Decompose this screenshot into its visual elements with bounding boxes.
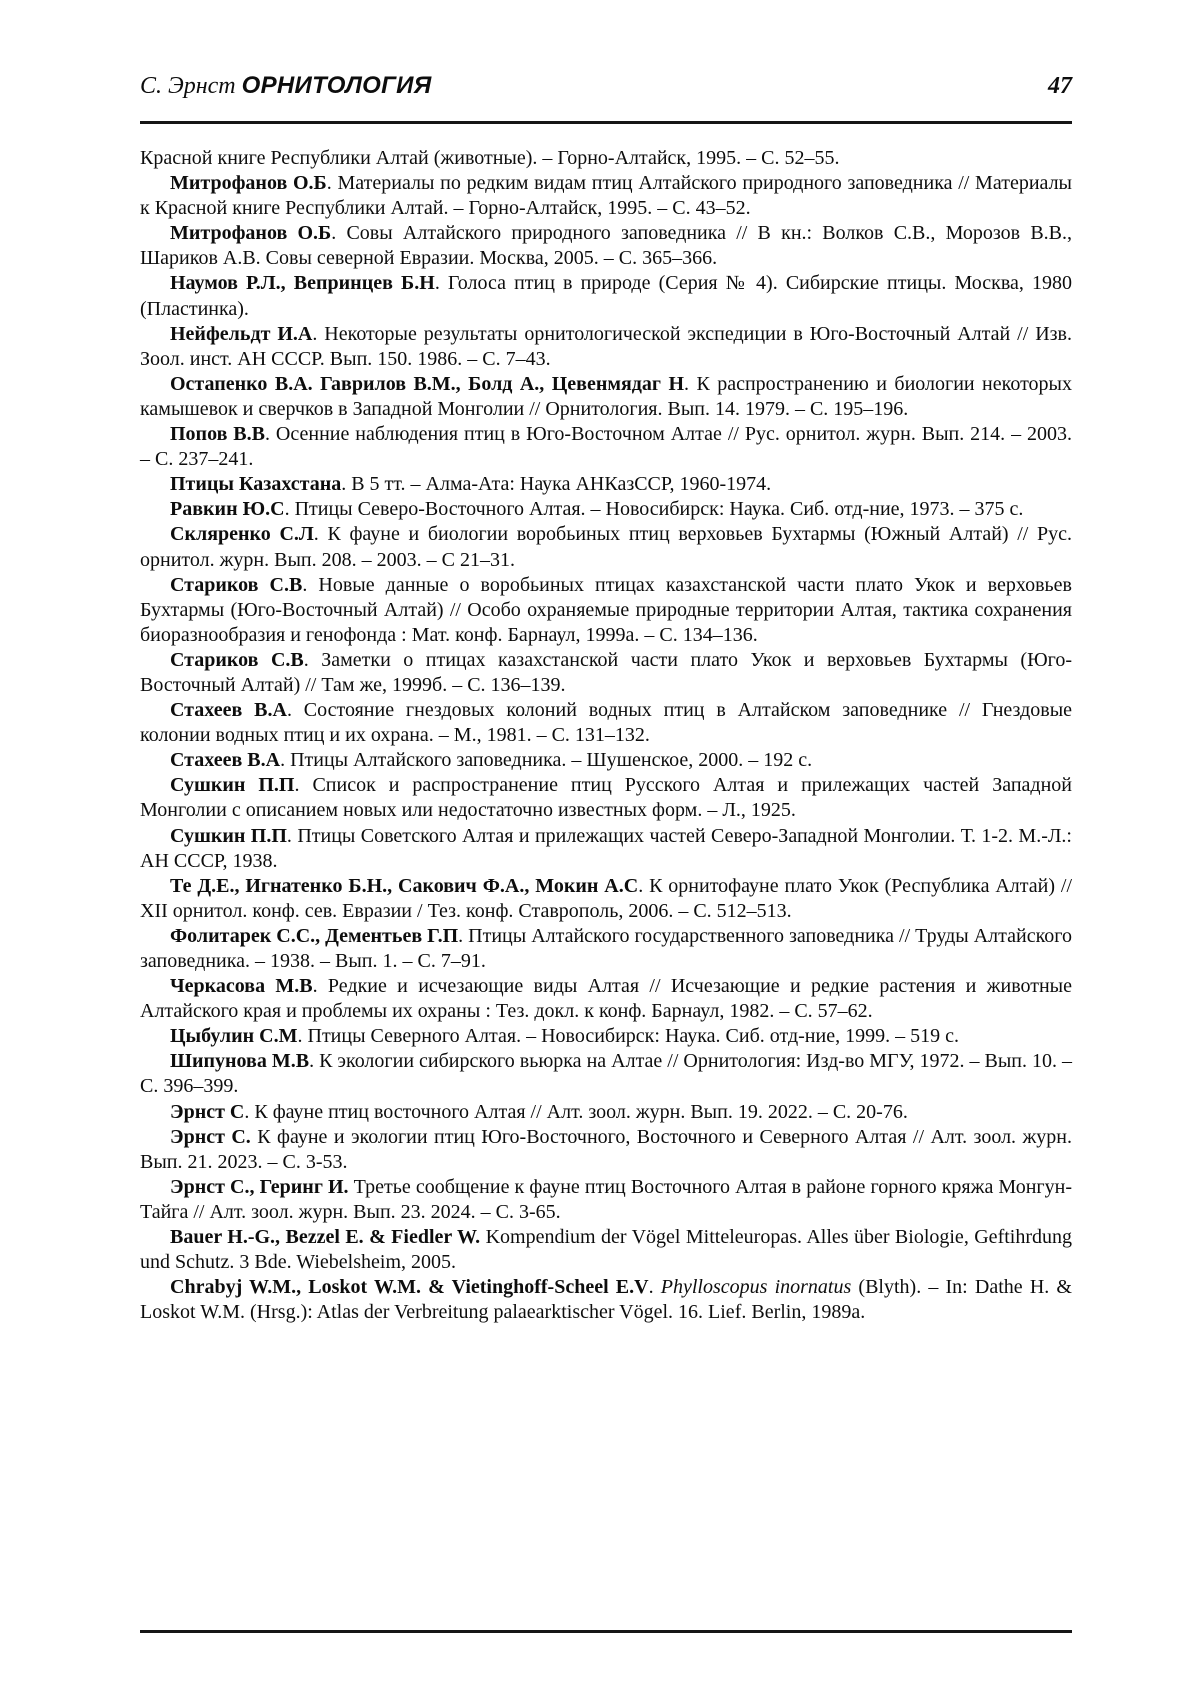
reference-authors: Стариков С.В [170,573,303,596]
reference-entry [140,171,1072,221]
reference-text: . Осенние наблюдения птиц в Юго-Восточном Алтае // Рус. орнитол. журн. Вып. 214. – 2003. – С. 237–241. [140,423,1073,471]
reference-authors: Скляренко С.Л [170,523,314,546]
reference-entry [140,974,1072,1024]
footer-rule [140,1630,1072,1633]
reference-text: . Голоса птиц в природе (Серия № 4). Сибирские птицы. Москва, 1980 (Пластинка). [140,272,1073,320]
reference-entry [140,1100,1072,1125]
reference-entry [140,1049,1072,1099]
reference-authors: Сушкин П.П [170,774,295,797]
reference-entry [140,773,1072,823]
reference-text: . Птицы Северо-Восточного Алтая. – Новосибирск: Наука. Сиб. отд-ние, 1973. – 375 с. [284,498,1024,521]
reference-text: (Blyth). – In: Dathe H. & Loskot W.M. (Hrsg.): Atlas der Verbreitung palaearktischer Vögel. 16. Lief. Berlin, 1989a. [140,1276,1072,1324]
reference-authors: Попов В.В [170,423,265,446]
running-title-author: С. Эрнст [140,73,242,99]
reference-text: . К распространению и биологии некоторых камышевок и сверчков в Западной Монголии // Орнитология. Вып. 14. 1979. – С. 195–196. [140,372,1072,420]
running-title-journal: ОРНИТОЛОГИЯ [241,72,432,99]
reference-entry [140,1125,1072,1175]
reference-text: . Материалы по редким видам птиц Алтайского природного заповедника // Материалы к Красной книге Республики Алтай. – Горно-Алтайск, 1995. – С. 43–52. [140,172,1072,220]
reference-entry [140,146,1072,171]
running-title [140,72,432,100]
reference-list [140,146,1072,1325]
page-header [140,72,1072,100]
reference-text: Kompendium der Vögel Mitteleuropas. Alles über Biologie, Geftihrdung und Schutz. 3 Bde. Wiebelsheim, 2005. [140,1226,1072,1274]
reference-entry [140,372,1072,422]
reference-text: . В 5 тт. – Алма-Ата: Наука АНКазССР, 1960-1974. [341,473,772,496]
reference-entry [140,698,1072,748]
reference-entry [140,1225,1072,1275]
reference-text: . К фауне птиц восточного Алтая // Алт. зоол. журн. Вып. 19. 2022. – С. 20-76. [244,1100,908,1123]
reference-entry [140,1275,1072,1325]
reference-entry [140,648,1072,698]
reference-authors: Цыбулин С.М [170,1025,298,1048]
reference-authors: Эрнст С., Геринг И. [170,1175,349,1198]
reference-authors: Эрнст С [170,1100,245,1123]
reference-authors: Те Д.Е., Игнатенко Б.Н., Сакович Ф.А., Мокин А.С [170,874,639,897]
reference-entry [140,1024,1072,1049]
reference-text: . Птицы Алтайского государственного заповедника // Труды Алтайского заповедника. – 1938. – Вып. 1. – С. 7–91. [140,924,1072,972]
reference-authors: Bauer H.-G., Bezzel E. & Fiedler W. [170,1226,481,1249]
reference-authors: Наумов Р.Л., Вепринцев Б.Н [170,272,435,295]
reference-authors: Черкасова М.В [170,975,313,998]
reference-authors: Равкин Ю.С [170,498,285,521]
reference-text: . Новые данные о воробьиных птицах казахстанской части плато Укок и верховьев Бухтармы (Юго-Восточный Алтай) // Особо охраняемые природные территории Алтая, тактика сохранения биоразнообразия и генофонда : Мат. конф. Барнаул, 1999а. – С. 134–136. [140,573,1072,646]
reference-authors: Эрнст С. [170,1125,251,1148]
reference-text: . Редкие и исчезающие виды Алтая // Исчезающие и редкие растения и животные Алтайского края и проблемы их охраны : Тез. докл. к конф. Барнаул, 1982. – С. 57–62. [140,975,1072,1023]
reference-entry [140,1175,1072,1225]
reference-entry [140,221,1072,271]
reference-text: . Птицы Советского Алтая и прилежащих частей Северо-Западной Монголии. Т. 1-2. М.-Л.: АН СССР, 1938. [140,824,1072,872]
reference-authors: Стахеев В.А [170,749,281,772]
reference-authors: Стахеев В.А [170,699,287,722]
reference-entry [140,824,1072,874]
reference-text: . Совы Алтайского природного заповедника // В кн.: Волков С.В., Морозов В.В., Шариков А.В. Совы северной Евразии. Москва, 2005. – С. 365–366. [140,222,1072,270]
reference-authors: Митрофанов О.Б [170,222,332,245]
reference-entry [140,271,1072,321]
reference-text: Красной книге Республики Алтай (животные). – Горно-Алтайск, 1995. – С. 52–55. [140,147,840,169]
reference-text: . [648,1276,661,1299]
reference-text: . Состояние гнездовых колоний водных птиц в Алтайском заповеднике // Гнездовые колонии водных птиц и их охрана. – М., 1981. – С. 131–132. [140,699,1073,747]
reference-text: . Птицы Северного Алтая. – Новосибирск: Наука. Сиб. отд-ние, 1999. – 519 с. [297,1025,959,1048]
reference-text: . Список и распространение птиц Русского Алтая и прилежащих частей Западной Монголии с описанием новых или недостаточно известных форм. – Л., 1925. [140,774,1072,822]
reference-text: . К орнитофауне плато Укок (Республика Алтай) // XII орнитол. конф. сев. Евразии / Тез. конф. Ставрополь, 2006. – С. 512–513. [140,874,1072,922]
reference-entry [140,472,1072,497]
reference-authors: Chrabyj W.M., Loskot W.M. & Vietinghoff-Scheel E.V [170,1276,649,1299]
reference-entry [140,874,1072,924]
species-name: Phylloscopus inornatus [660,1276,852,1299]
page-number: 47 [1048,73,1072,99]
reference-text: . Заметки о птицах казахстанской части плато Укок и верховьев Бухтармы (Юго-Восточный Алтай) // Там же, 1999б. – С. 136–139. [140,648,1072,696]
reference-text: К фауне и экологии птиц Юго-Восточного, Восточного и Северного Алтая // Алт. зоол. журн. Вып. 21. 2023. – С. 3-53. [140,1125,1072,1173]
reference-entry [140,522,1072,572]
reference-authors: Стариков С.В [170,648,304,671]
reference-text: . Некоторые результаты орнитологической экспедиции в Юго-Восточный Алтай // Изв. Зоол. инст. АН СССР. Вып. 150. 1986. – С. 7–43. [140,322,1072,370]
reference-authors: Фолитарек С.С., Дементьев Г.П [170,924,459,947]
reference-text: . К экологии сибирского вьюрка на Алтае // Орнитология: Изд-во МГУ, 1972. – Вып. 10. – С. 396–399. [140,1050,1072,1098]
reference-entry [140,497,1072,522]
reference-authors: Сушкин П.П [170,824,287,847]
reference-entry [140,573,1072,648]
reference-authors: Нейфельдт И.А [170,322,313,345]
reference-entry [140,422,1072,472]
reference-authors: Остапенко В.А. Гаврилов В.М., Болд А., Цевенмядаг Н [170,372,684,395]
reference-authors: Шипунова М.В [170,1050,310,1073]
reference-entry [140,322,1072,372]
header-rule [140,121,1072,124]
reference-text: Третье сообщение к фауне птиц Восточного Алтая в районе горного кряжа Монгун-Тайга // Алт. зоол. журн. Вып. 23. 2024. – С. 3-65. [140,1175,1072,1223]
reference-entry [140,748,1072,773]
reference-text: . Птицы Алтайского заповедника. – Шушенское, 2000. – 192 с. [280,749,813,772]
reference-entry [140,924,1072,974]
reference-text: . К фауне и биологии воробьиных птиц верховьев Бухтармы (Южный Алтай) // Рус. орнитол. журн. Вып. 208. – 2003. – С 21–31. [140,523,1072,571]
reference-authors: Птицы Казахстана [170,473,342,496]
reference-authors: Митрофанов О.Б [170,172,327,195]
